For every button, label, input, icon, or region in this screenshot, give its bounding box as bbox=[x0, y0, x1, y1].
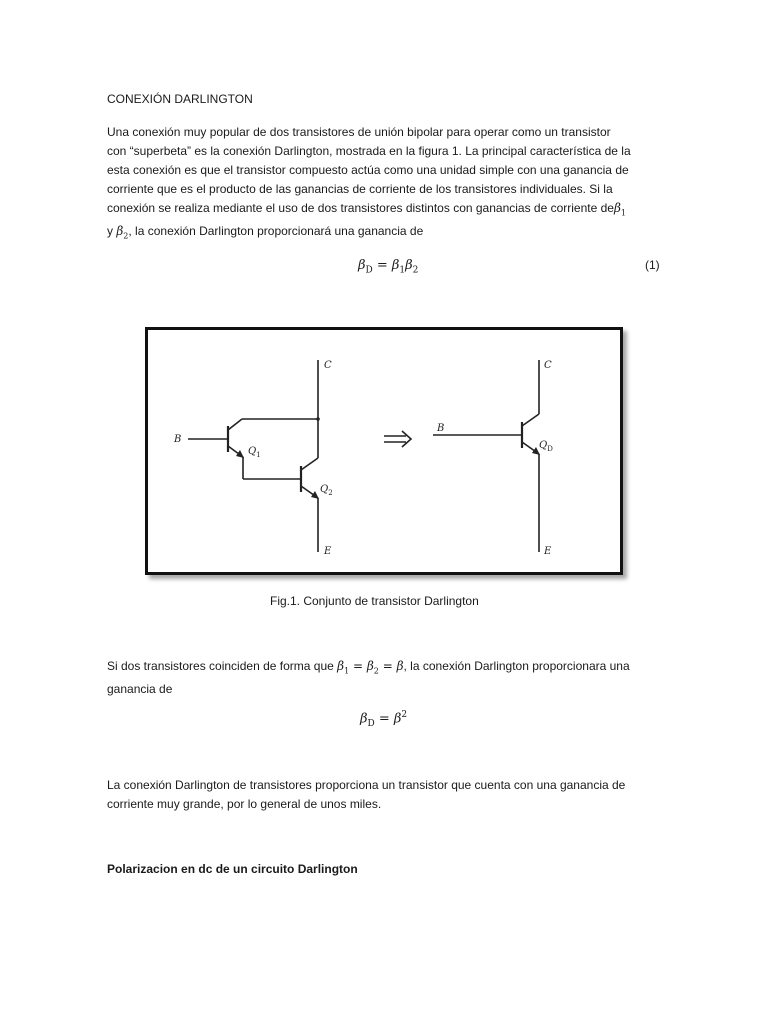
darlington-figure bbox=[145, 327, 623, 575]
label-q2: $Q_2$ bbox=[320, 484, 333, 497]
text-line: La conexión Darlington de transistores proporciona un transistor que cuenta con una ganancia de bbox=[107, 778, 626, 792]
text-line: corriente que es el producto de las ganancias de corriente de los transistores individuales. Si la bbox=[107, 182, 613, 196]
text-line: Si dos transistores coinciden de forma que $\beta_1 = \beta_2 = \beta$, la conexión Darlington proporcionara una bbox=[107, 659, 630, 676]
q1-emitter-arrow-icon bbox=[236, 450, 244, 458]
text-line: ganancia de bbox=[107, 682, 173, 697]
junction-dot bbox=[316, 417, 320, 421]
label-q1: $Q_1$ bbox=[248, 446, 261, 459]
label-e-left: E bbox=[324, 546, 332, 557]
darlington-circuit-diagram bbox=[148, 330, 620, 572]
label-c-right: C bbox=[544, 360, 552, 371]
label-b-left: B bbox=[174, 434, 182, 445]
intro-paragraph bbox=[107, 123, 667, 246]
qd-collector-lead bbox=[522, 414, 539, 426]
q2-collector-lead bbox=[301, 458, 318, 470]
label-qd: $Q_D$ bbox=[539, 440, 553, 453]
beta-equality: $\beta_1 = \beta_2 = \beta$ bbox=[337, 659, 404, 676]
equivalence-arrow-head bbox=[402, 431, 411, 447]
document-heading: CONEXIÓN DARLINGTON bbox=[107, 92, 253, 106]
text-line-content: conexión se realiza mediante el uso de dos transistores distintos con ganancias de corriente de bbox=[107, 201, 614, 215]
text-line: y $\beta_2$, la conexión Darlington proporcionará una ganancia de bbox=[107, 224, 424, 241]
equation-2: $\beta_D = \beta^2$ bbox=[360, 710, 408, 729]
equation-1-number: (1) bbox=[645, 258, 660, 272]
label-c-left: C bbox=[324, 360, 332, 371]
q1-collector-lead bbox=[228, 419, 242, 430]
text-line bbox=[107, 199, 667, 222]
label-b-right: B bbox=[437, 423, 445, 434]
text-line: con “superbeta” es la conexión Darlington, mostrada en la figura 1. La principal característica de la bbox=[107, 144, 631, 158]
section-title: Polarizacion en dc de un circuito Darlington bbox=[107, 862, 358, 876]
text-line: esta conexión es que el transistor compuesto actúa como una unidad simple con una ganancia de bbox=[107, 163, 629, 177]
gain-paragraph bbox=[107, 776, 667, 814]
q2-emitter-arrow-icon bbox=[311, 491, 319, 499]
text-line: Una conexión muy popular de dos transistores de unión bipolar para operar como un transistor bbox=[107, 125, 611, 139]
text-line: corriente muy grande, por lo general de unos miles. bbox=[107, 797, 382, 811]
equation-1: $\beta_D = \beta_1\beta_2$ bbox=[358, 258, 419, 276]
beta1-symbol: $\beta_1$ bbox=[613, 201, 626, 218]
figure-caption: Fig.1. Conjunto de transistor Darlington bbox=[270, 594, 479, 608]
label-e-right: E bbox=[544, 546, 552, 557]
beta2-symbol: $\beta_2$ bbox=[116, 224, 129, 241]
matching-transistors-paragraph bbox=[107, 657, 667, 699]
